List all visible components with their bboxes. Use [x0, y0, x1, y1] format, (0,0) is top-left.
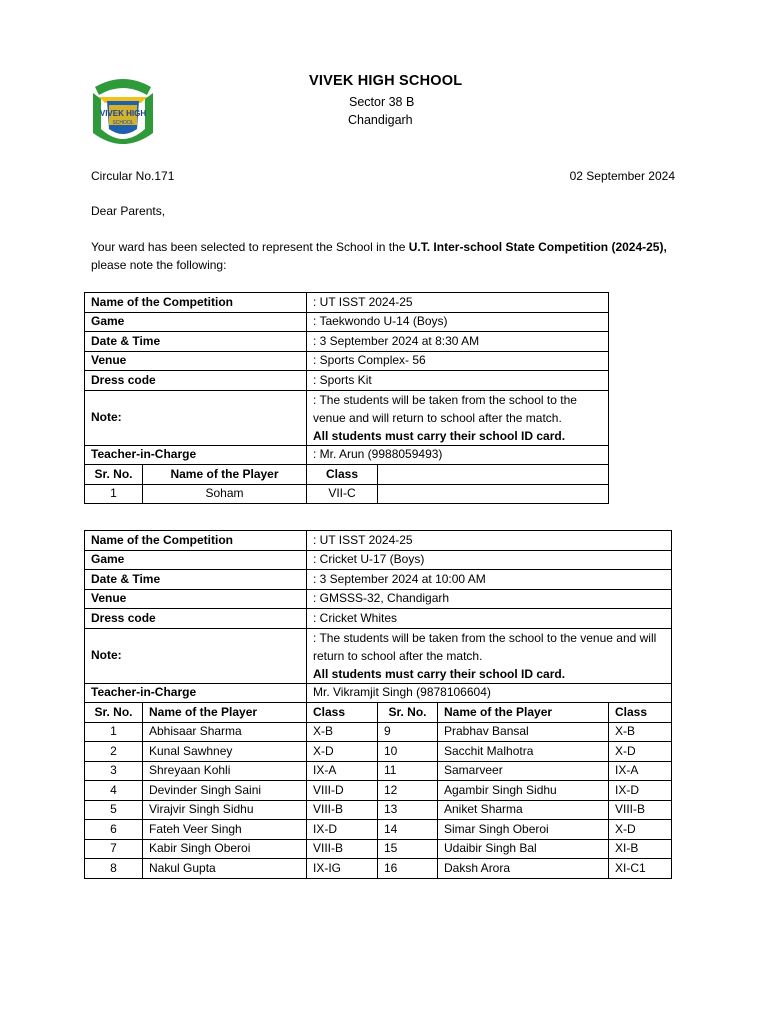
player-class: VII-C [307, 484, 378, 504]
player-sr: 14 [378, 820, 438, 840]
teacher-row [85, 445, 609, 465]
row-value: : Cricket Whites [307, 609, 672, 629]
player-class: VIII-B [307, 839, 378, 859]
player-row [85, 839, 672, 859]
player-name: Prabhav Bansal [438, 722, 609, 742]
player-sr: 1 [85, 484, 143, 504]
player-class: X-D [307, 742, 378, 762]
intro-text-bold: U.T. Inter-school State Competition (2024-25), [408, 240, 667, 254]
table-row [85, 531, 672, 551]
player-name: Devinder Singh Saini [143, 781, 307, 801]
player-sr: 6 [85, 820, 143, 840]
player-class: XI-B [609, 839, 672, 859]
note-label: Note: [85, 628, 307, 683]
row-value: : Sports Complex- 56 [307, 351, 609, 371]
player-class: IX-D [609, 781, 672, 801]
taekwondo-competition-table [84, 292, 609, 504]
player-name: Udaibir Singh Bal [438, 839, 609, 859]
player-name: Simar Singh Oberoi [438, 820, 609, 840]
player-sr: 8 [85, 859, 143, 879]
player-sr: 3 [85, 761, 143, 781]
row-value: : UT ISST 2024-25 [307, 531, 672, 551]
player-class: VIII-B [307, 800, 378, 820]
table-row [85, 609, 672, 629]
player-row [85, 859, 672, 879]
col-header: Name of the Player [438, 703, 609, 723]
note-row [85, 390, 609, 445]
school-logo [89, 73, 157, 149]
player-class: VIII-D [307, 781, 378, 801]
teacher-value: Mr. Vikramjit Singh (9878106604) [307, 683, 672, 703]
player-sr: 1 [85, 722, 143, 742]
player-name: Soham [143, 484, 307, 504]
player-row [85, 800, 672, 820]
player-name: Daksh Arora [438, 859, 609, 879]
player-sr: 2 [85, 742, 143, 762]
player-sr: 11 [378, 761, 438, 781]
player-class: X-D [609, 820, 672, 840]
player-name: Kunal Sawhney [143, 742, 307, 762]
player-sr: 16 [378, 859, 438, 879]
player-sr: 5 [85, 800, 143, 820]
table-row [85, 550, 672, 570]
row-value: : GMSSS-32, Chandigarh [307, 589, 672, 609]
empty-cell [378, 484, 609, 504]
teacher-row [85, 683, 672, 703]
school-name: VIVEK HIGH SCHOOL [309, 73, 463, 89]
row-value: : UT ISST 2024-25 [307, 293, 609, 313]
player-sr: 10 [378, 742, 438, 762]
row-label: Date & Time [85, 570, 307, 590]
player-class: X-D [609, 742, 672, 762]
col-header: Sr. No. [378, 703, 438, 723]
teacher-label: Teacher-in-Charge [85, 683, 307, 703]
player-row [85, 722, 672, 742]
note-row [85, 628, 672, 683]
note-value [307, 390, 609, 445]
player-header-row [85, 465, 609, 485]
player-class: IX-IG [307, 859, 378, 879]
address-line-1: Sector 38 B [349, 95, 415, 109]
row-value: : 3 September 2024 at 8:30 AM [307, 332, 609, 352]
row-label: Name of the Competition [85, 293, 307, 313]
player-header-row [85, 703, 672, 723]
note-bold-text: All students must carry their school ID card. [313, 428, 566, 443]
row-label: Date & Time [85, 332, 307, 352]
player-name: Agambir Singh Sidhu [438, 781, 609, 801]
table-row [85, 332, 609, 352]
row-label: Venue [85, 351, 307, 371]
player-name: Samarveer [438, 761, 609, 781]
row-label: Venue [85, 589, 307, 609]
row-value: : 3 September 2024 at 10:00 AM [307, 570, 672, 590]
col-header: Sr. No. [85, 465, 143, 485]
intro-paragraph [91, 238, 681, 274]
player-class: X-B [609, 722, 672, 742]
table-row [85, 570, 672, 590]
row-label: Dress code [85, 371, 307, 391]
row-label: Name of the Competition [85, 531, 307, 551]
col-header: Name of the Player [143, 703, 307, 723]
table-row [85, 293, 609, 313]
note-text: : The students will be taken from the school to the venue and will return to school after the match. [313, 630, 657, 663]
note-bold-text: All students must carry their school ID card. [313, 666, 566, 681]
circular-number: Circular No.171 [91, 169, 175, 183]
salutation: Dear Parents, [91, 204, 166, 218]
player-name: Kabir Singh Oberoi [143, 839, 307, 859]
table-row [85, 351, 609, 371]
player-name: Abhisaar Sharma [143, 722, 307, 742]
player-name: Aniket Sharma [438, 800, 609, 820]
player-row [85, 484, 609, 504]
table-row [85, 589, 672, 609]
cricket-competition-table [84, 530, 672, 879]
player-class: XI-C1 [609, 859, 672, 879]
table-row [85, 371, 609, 391]
player-class: VIII-B [609, 800, 672, 820]
player-name: Shreyaan Kohli [143, 761, 307, 781]
row-value: : Cricket U-17 (Boys) [307, 550, 672, 570]
row-value: : Taekwondo U-14 (Boys) [307, 312, 609, 332]
circular-date: 02 September 2024 [569, 169, 675, 183]
player-sr: 12 [378, 781, 438, 801]
row-label: Dress code [85, 609, 307, 629]
note-value [307, 628, 672, 683]
row-label: Game [85, 312, 307, 332]
address-line-2: Chandigarh [348, 113, 413, 127]
player-sr: 7 [85, 839, 143, 859]
player-name: Virajvir Singh Sidhu [143, 800, 307, 820]
row-label: Game [85, 550, 307, 570]
svg-text:SCHOOL: SCHOOL [112, 120, 134, 126]
player-class: IX-A [609, 761, 672, 781]
col-header: Class [609, 703, 672, 723]
player-sr: 9 [378, 722, 438, 742]
intro-text-post: please note the following: [91, 258, 227, 272]
teacher-value: : Mr. Arun (9988059493) [307, 445, 609, 465]
player-row [85, 761, 672, 781]
col-header: Class [307, 703, 378, 723]
player-name: Nakul Gupta [143, 859, 307, 879]
player-row [85, 820, 672, 840]
player-class: X-B [307, 722, 378, 742]
player-row [85, 781, 672, 801]
player-sr: 15 [378, 839, 438, 859]
note-text: : The students will be taken from the school to the venue and will return to school after the match. [313, 392, 577, 425]
svg-text:VIVEK HIGH: VIVEK HIGH [99, 109, 147, 118]
intro-text-pre: Your ward has been selected to represent the School in the [91, 240, 409, 254]
col-header: Name of the Player [143, 465, 307, 485]
player-row [85, 742, 672, 762]
player-sr: 13 [378, 800, 438, 820]
table-row [85, 312, 609, 332]
col-header: Class [307, 465, 378, 485]
player-sr: 4 [85, 781, 143, 801]
teacher-label: Teacher-in-Charge [85, 445, 307, 465]
col-header: Sr. No. [85, 703, 143, 723]
note-label: Note: [85, 390, 307, 445]
player-name: Sacchit Malhotra [438, 742, 609, 762]
player-name: Fateh Veer Singh [143, 820, 307, 840]
player-class: IX-A [307, 761, 378, 781]
player-class: IX-D [307, 820, 378, 840]
row-value: : Sports Kit [307, 371, 609, 391]
empty-cell [378, 465, 609, 485]
